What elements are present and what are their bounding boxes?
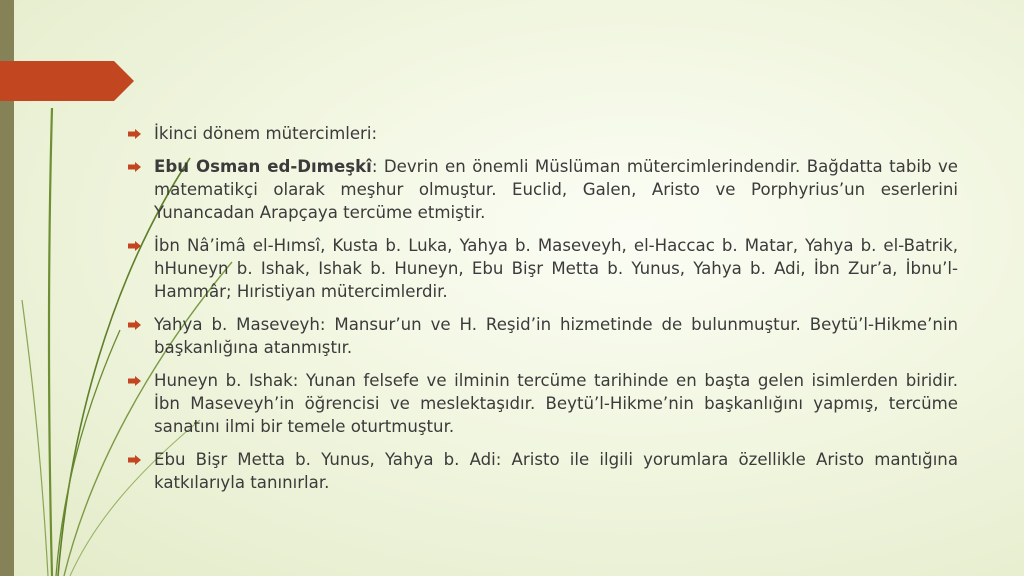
bullet-bold-name: Ebu Osman ed-Dımeşkî (154, 157, 372, 176)
bullet-item (128, 155, 958, 224)
bullet-item (128, 234, 958, 303)
bullet-text: Ebu Bişr Metta b. Yunus, Yahya b. Adi: Aristo ile ilgili yorumlara özellikle Aristo mantığına katkılarıyla tanınırlar. (154, 450, 958, 492)
bullet-text: İkinci dönem mütercimleri: (154, 124, 378, 143)
arrow-bullet-icon (128, 455, 141, 465)
bullet-item (128, 313, 958, 359)
bullet-item (128, 122, 958, 145)
bullet-text: : Devrin en önemli Müslüman mütercimlerindendir. Bağdatta tabib ve matematikçi olarak meşhur olmuştur. Euclid, Galen, Aristo ve Porphyrius’un eserlerini Yunancadan Arapçaya tercüme etmiştir. (154, 157, 958, 222)
bullet-text: Yahya b. Maseveyh: Mansur’un ve H. Reşid’in hizmetinde de bulunmuştur. Beytü’l-Hikme’nin başkanlığına atanmıştır. (154, 315, 958, 357)
bullet-item (128, 369, 958, 438)
bullet-text: İbn Nâ’imâ el-Hımsî, Kusta b. Luka, Yahya b. Maseveyh, el-Haccac b. Matar, Yahya b. el-Batrik, hHuneyn b. Ishak, Ishak b. Huneyn, Ebu Bişr Metta b. Yunus, Yahya b. Adi, İbn Zur’a, İbnu’l-Hammâr; Hıristiyan mütercimlerdir. (154, 236, 958, 301)
bullet-item (128, 448, 958, 494)
bullet-text: Huneyn b. Ishak: Yunan felsefe ve ilminin tercüme tarihinde en başta gelen isimlerden biridir. İbn Maseveyh’in öğrencisi ve meslektaşıdır. Beytü’l-Hikme’nin başkanlığını yapmış, tercüme sanatını ilmi bir temele oturtmuştur. (154, 371, 958, 436)
arrow-bullet-icon (128, 320, 141, 330)
slide-body (128, 122, 958, 504)
arrow-bullet-icon (128, 129, 141, 139)
arrow-bullet-icon (128, 241, 141, 251)
arrow-bullet-icon (128, 376, 141, 386)
arrow-bullet-icon (128, 162, 141, 172)
